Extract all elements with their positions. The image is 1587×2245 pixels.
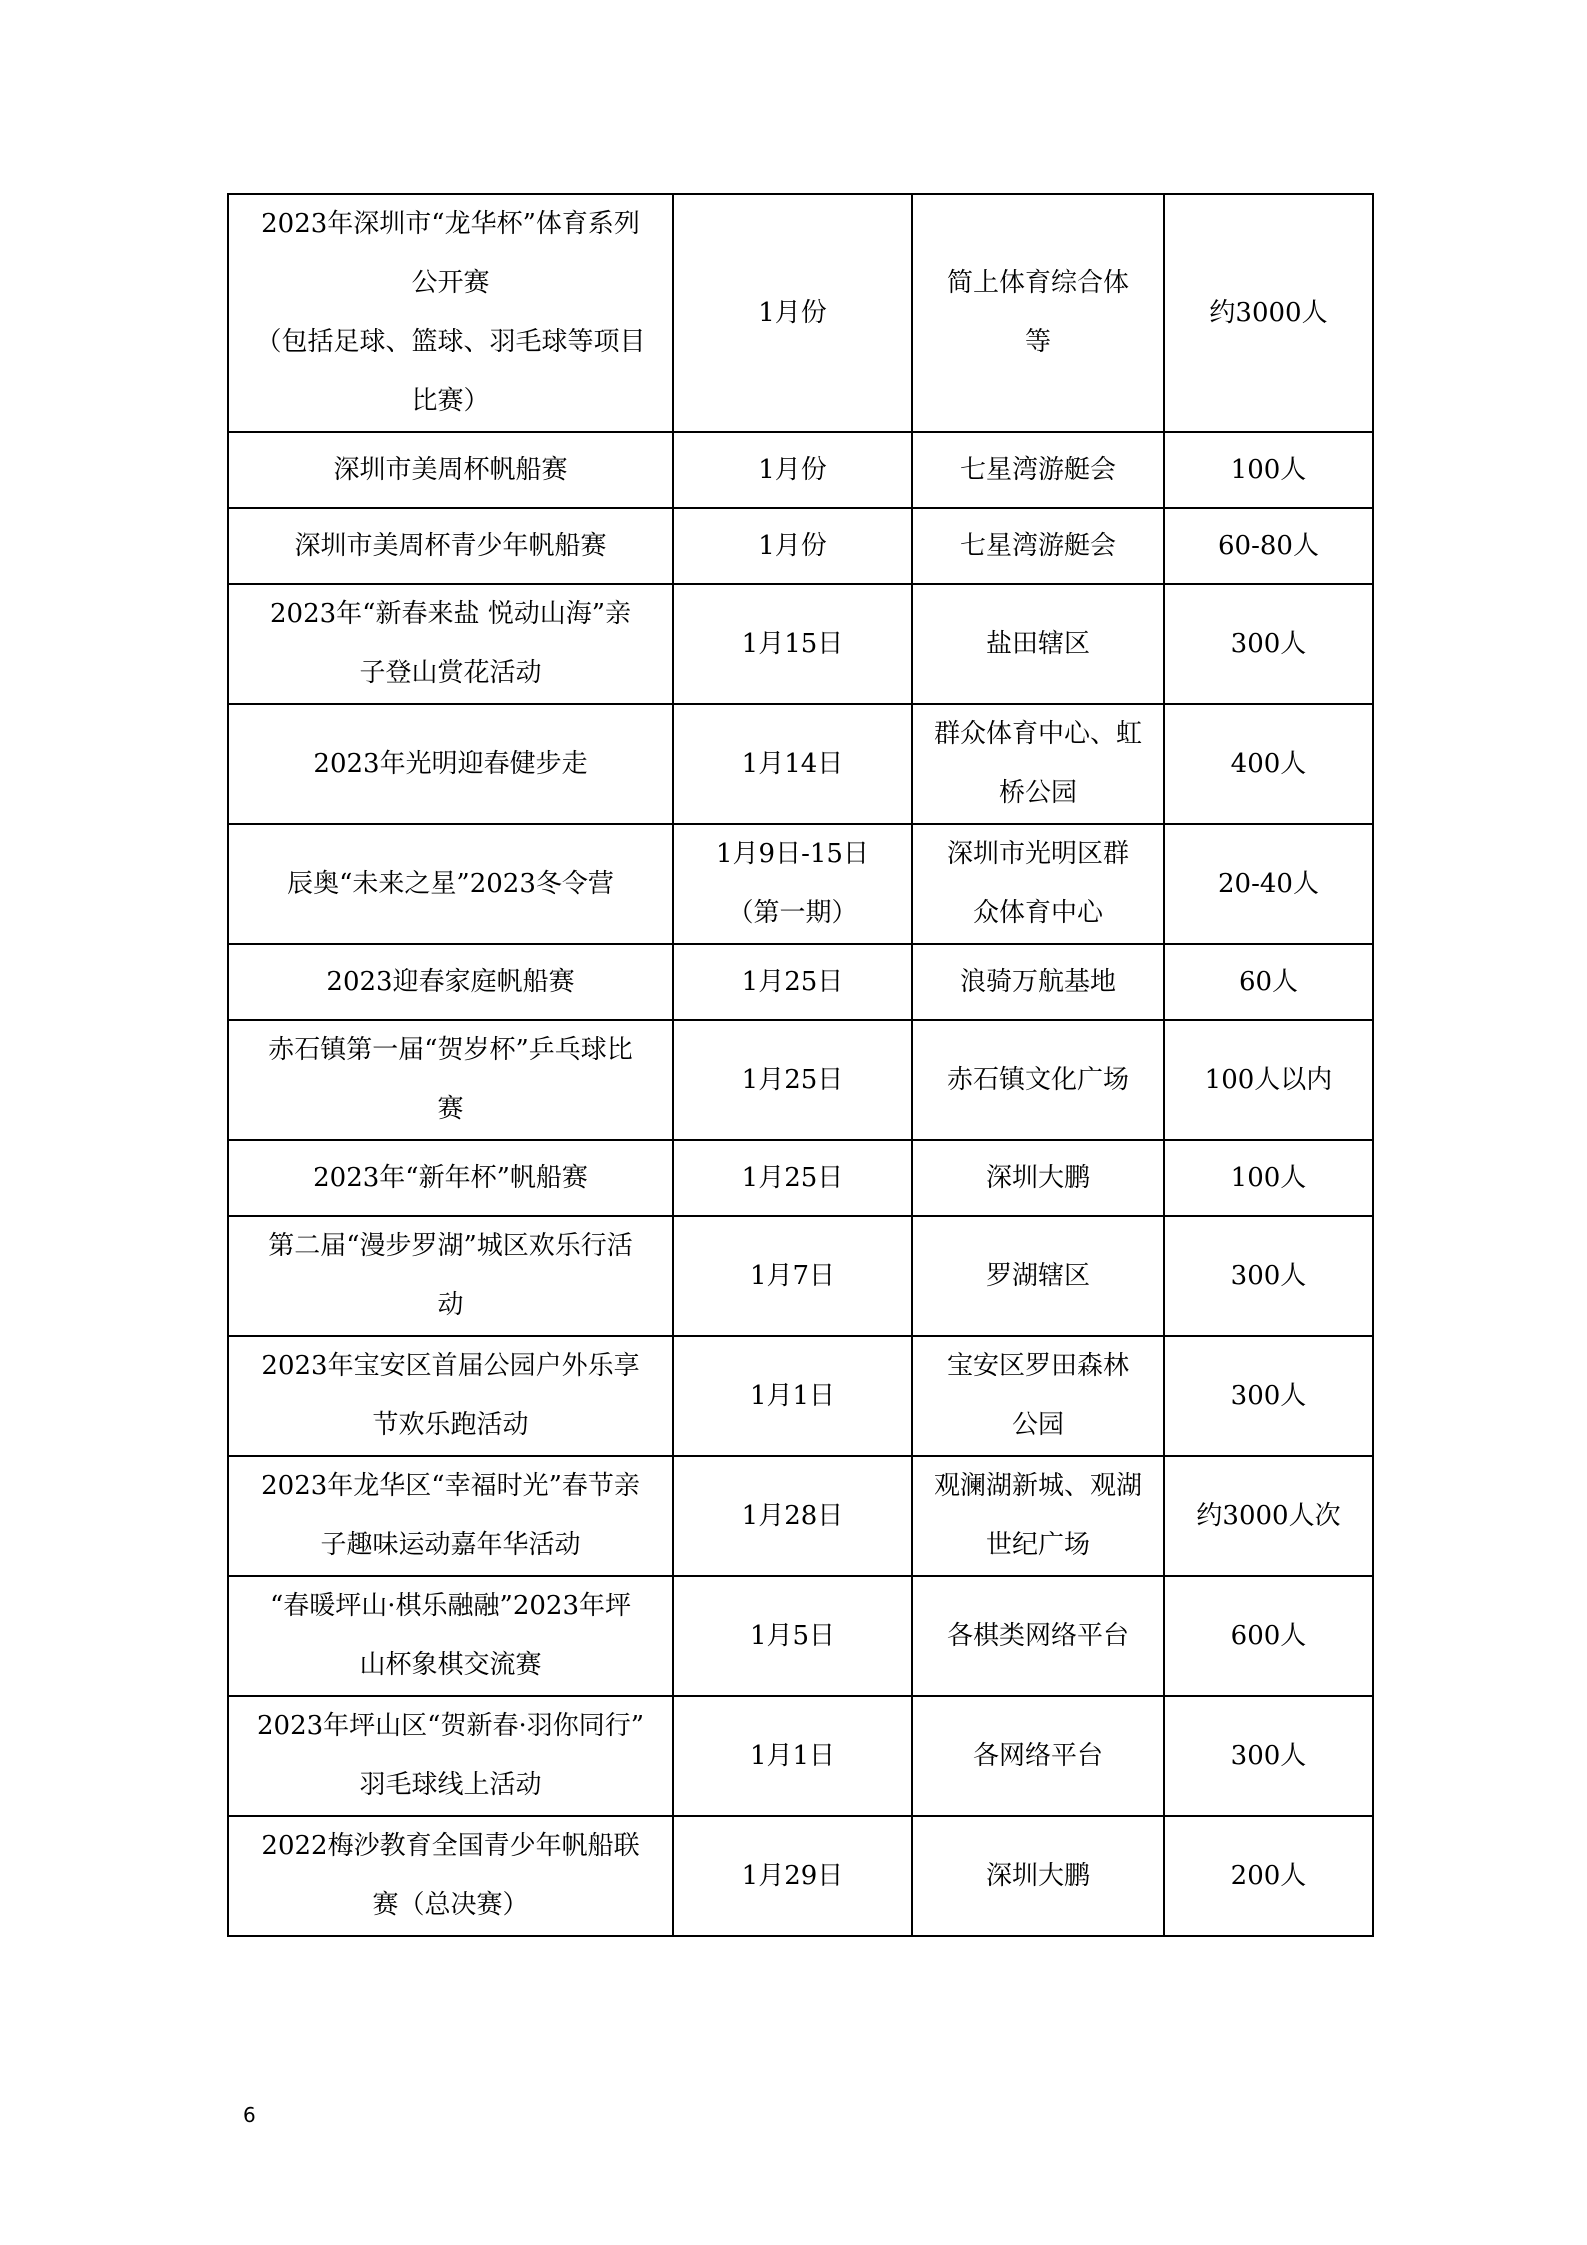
event-date-cell-line: 1月9日-15日: [716, 839, 869, 869]
event-venue-cell-line: 深圳大鹏: [985, 1860, 1090, 1891]
event-name-cell-line: 赛（总决赛）: [372, 1890, 529, 1920]
event-name-cell: [228, 1816, 673, 1936]
event-people-cell: 300人: [1164, 1696, 1373, 1816]
event-date-cell: 1月5日: [673, 1576, 912, 1696]
event-name-cell: [228, 584, 673, 704]
event-name-cell-line: 子趣味运动嘉年华活动: [320, 1530, 581, 1560]
event-date-cell: 1月28日: [673, 1456, 912, 1576]
event-name-cell: [228, 1456, 673, 1576]
event-venue-cell: [912, 508, 1164, 584]
event-people-cell: 100人: [1164, 432, 1373, 508]
event-venue-cell-line: 简上体育综合体: [946, 268, 1129, 298]
event-date-cell: 1月25日: [673, 1020, 912, 1140]
event-name-cell-line: 节欢乐跑活动: [372, 1410, 529, 1440]
event-date-cell: 1月份: [673, 194, 912, 432]
event-date-cell: 1月1日: [673, 1336, 912, 1456]
event-venue-cell-line: 赤石镇文化广场: [946, 1064, 1129, 1095]
table-row: [228, 1696, 1373, 1816]
event-name-cell-line: 2023年光明迎春健步走: [313, 748, 588, 779]
event-venue-cell-line: 世纪广场: [985, 1530, 1090, 1560]
event-venue-cell-line: 群众体育中心、虹: [933, 719, 1142, 749]
event-name-cell: [228, 1020, 673, 1140]
table-row: [228, 432, 1373, 508]
event-venue-cell-line: 等: [1024, 327, 1051, 357]
event-people-cell: 约3000人次: [1164, 1456, 1373, 1576]
event-date-cell: 1月14日: [673, 704, 912, 824]
event-name-cell-line: 2023年龙华区“幸福时光”春节亲: [261, 1471, 640, 1501]
event-people-cell: 300人: [1164, 584, 1373, 704]
event-date-cell: [673, 824, 912, 944]
event-name-cell-line: 深圳市美周杯青少年帆船赛: [294, 530, 607, 561]
event-people-cell: 100人以内: [1164, 1020, 1373, 1140]
event-name-cell: [228, 704, 673, 824]
event-venue-cell-line: 浪骑万航基地: [959, 966, 1116, 997]
event-people-cell: 300人: [1164, 1216, 1373, 1336]
event-name-cell: [228, 194, 673, 432]
event-venue-cell-line: 深圳市光明区群: [946, 839, 1129, 869]
event-venue-cell-line: 七星湾游艇会: [959, 530, 1116, 561]
event-date-cell: 1月15日: [673, 584, 912, 704]
event-venue-cell-line: 盐田辖区: [985, 628, 1090, 659]
table-row: [228, 1456, 1373, 1576]
table-body: [228, 194, 1373, 1936]
event-date-cell: 1月7日: [673, 1216, 912, 1336]
event-venue-cell: [912, 704, 1164, 824]
event-date-cell: 1月份: [673, 508, 912, 584]
table-row: [228, 1140, 1373, 1216]
table-row: [228, 194, 1373, 432]
event-venue-cell: [912, 584, 1164, 704]
event-venue-cell-line: 宝安区罗田森林: [946, 1351, 1129, 1381]
event-venue-cell: [912, 1336, 1164, 1456]
table-row: [228, 1336, 1373, 1456]
event-name-cell-line: 第二届“漫步罗湖”城区欢乐行活: [268, 1231, 633, 1261]
event-people-cell: 20-40人: [1164, 824, 1373, 944]
event-date-cell: 1月25日: [673, 1140, 912, 1216]
event-name-cell-line: 子登山赏花活动: [359, 658, 542, 688]
event-name-cell-line: 公开赛: [411, 268, 490, 298]
event-venue-cell-line: 各网络平台: [972, 1740, 1103, 1771]
event-venue-cell: [912, 194, 1164, 432]
event-name-cell-line: 赤石镇第一届“贺岁杯”乒乓球比: [268, 1035, 633, 1065]
event-name-cell-line: “春暖坪山·棋乐融融”2023年坪: [269, 1591, 632, 1621]
event-venue-cell: [912, 1696, 1164, 1816]
event-venue-cell: [912, 824, 1164, 944]
event-people-cell: 200人: [1164, 1816, 1373, 1936]
event-venue-cell-line: 众体育中心: [972, 898, 1103, 928]
event-name-cell-line: 2023年坪山区“贺新春·羽你同行”: [256, 1711, 645, 1741]
event-venue-cell-line: 各棋类网络平台: [946, 1620, 1129, 1651]
event-name-cell-line: 辰奥“未来之星”2023冬令营: [287, 868, 614, 899]
event-venue-cell: [912, 1140, 1164, 1216]
event-date-cell-line: （第一期）: [727, 898, 858, 928]
event-name-cell: [228, 1336, 673, 1456]
events-table: [227, 193, 1374, 1937]
event-date-cell: 1月1日: [673, 1696, 912, 1816]
table-row: [228, 1576, 1373, 1696]
event-name-cell-line: 赛: [437, 1094, 464, 1124]
event-name-cell-line: 2023年深圳市“龙华杯”体育系列: [261, 209, 640, 239]
event-venue-cell: [912, 1576, 1164, 1696]
page-number: 6: [243, 2103, 256, 2127]
table-row: [228, 1816, 1373, 1936]
event-venue-cell-line: 深圳大鹏: [985, 1162, 1090, 1193]
event-name-cell: [228, 432, 673, 508]
event-name-cell: [228, 1216, 673, 1336]
table-row: [228, 704, 1373, 824]
event-venue-cell: [912, 1456, 1164, 1576]
event-name-cell: [228, 824, 673, 944]
event-venue-cell-line: 罗湖辖区: [985, 1260, 1090, 1291]
event-venue-cell-line: 观澜湖新城、观湖: [933, 1471, 1142, 1501]
table-row: [228, 1216, 1373, 1336]
event-people-cell: 400人: [1164, 704, 1373, 824]
event-name-cell-line: 比赛）: [411, 386, 490, 416]
event-name-cell-line: 2022梅沙教育全国青少年帆船联: [261, 1831, 640, 1861]
event-venue-cell: [912, 1816, 1164, 1936]
event-name-cell-line: 山杯象棋交流赛: [359, 1650, 542, 1680]
event-venue-cell: [912, 432, 1164, 508]
event-name-cell-line: 2023年“新年杯”帆船赛: [313, 1162, 588, 1193]
event-venue-cell: [912, 944, 1164, 1020]
event-venue-cell-line: 桥公园: [998, 778, 1077, 808]
event-name-cell: [228, 1140, 673, 1216]
table-row: [228, 508, 1373, 584]
event-venue-cell-line: 七星湾游艇会: [959, 454, 1116, 485]
event-people-cell: 100人: [1164, 1140, 1373, 1216]
event-name-cell-line: 深圳市美周杯帆船赛: [333, 454, 568, 485]
event-people-cell: 约3000人: [1164, 194, 1373, 432]
event-date-cell: 1月份: [673, 432, 912, 508]
table-row: [228, 944, 1373, 1020]
event-people-cell: 60人: [1164, 944, 1373, 1020]
event-name-cell: [228, 1696, 673, 1816]
table-row: [228, 584, 1373, 704]
event-name-cell-line: 2023年“新春来盐 悦动山海”亲: [269, 599, 632, 629]
table-row: [228, 824, 1373, 944]
event-name-cell-line: 2023年宝安区首届公园户外乐享: [261, 1351, 640, 1381]
event-name-cell: [228, 1576, 673, 1696]
event-venue-cell: [912, 1020, 1164, 1140]
event-name-cell: [228, 508, 673, 584]
event-name-cell-line: （包括足球、篮球、羽毛球等项目: [255, 327, 646, 357]
event-date-cell: 1月25日: [673, 944, 912, 1020]
event-name-cell: [228, 944, 673, 1020]
event-people-cell: 300人: [1164, 1336, 1373, 1456]
event-name-cell-line: 2023迎春家庭帆船赛: [326, 966, 575, 997]
event-people-cell: 600人: [1164, 1576, 1373, 1696]
event-people-cell: 60-80人: [1164, 508, 1373, 584]
table-row: [228, 1020, 1373, 1140]
event-name-cell-line: 羽毛球线上活动: [359, 1770, 542, 1800]
event-venue-cell-line: 公园: [1011, 1410, 1064, 1440]
event-venue-cell: [912, 1216, 1164, 1336]
event-name-cell-line: 动: [437, 1290, 464, 1320]
event-date-cell: 1月29日: [673, 1816, 912, 1936]
